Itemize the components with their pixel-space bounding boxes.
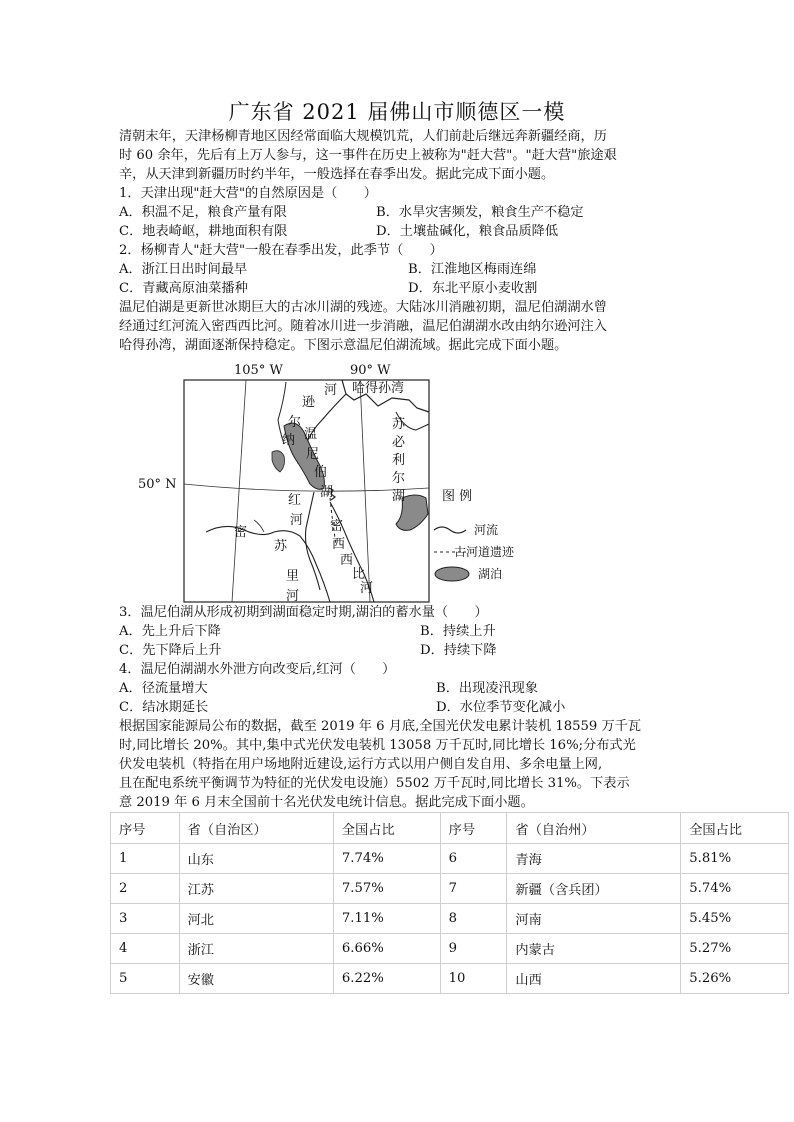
- option-b: B．江淮地区梅雨连绵: [408, 262, 537, 277]
- passage-line: 辛，从天津到新疆历时约半年，一般选择在春季出发。据此完成下面小题。: [119, 167, 555, 182]
- header-share: 全国占比: [333, 813, 440, 844]
- cell: 新疆（含兵团）: [507, 874, 681, 904]
- label-missouri-1: 密: [234, 525, 248, 540]
- label-missouri-4: 河: [286, 589, 300, 604]
- label-mississippi-5: 河: [360, 581, 374, 596]
- cell: 5.45%: [681, 904, 789, 934]
- cell: 浙江: [179, 934, 333, 964]
- page-title: 广东省 2021 届佛山市顺德区一模: [228, 100, 566, 124]
- table-row: [111, 904, 789, 934]
- label-superior-3: 利: [392, 453, 406, 468]
- cell: 8: [440, 904, 507, 934]
- cell: 江苏: [179, 874, 333, 904]
- header-province-2: 省（自治州）: [507, 813, 681, 844]
- option-d: D．土壤盐碱化，粮食品质降低: [376, 224, 559, 239]
- header-share-2: 全国占比: [681, 813, 789, 844]
- passage-line: 根据国家能源局公布的数据，截至 2019 年 6 月底,全国光伏发电累计装机 18559 万千瓦: [119, 719, 642, 734]
- passage-line: 意 2019 年 6 月末全国前十名光伏发电统计信息。据此完成下面小题。: [119, 795, 534, 810]
- label-nelson-1: 逊: [302, 395, 316, 410]
- legend-river-symbol: [434, 527, 466, 533]
- option-a: A．先上升后下降: [119, 624, 221, 639]
- label-mississippi-3: 西: [340, 553, 354, 568]
- label-missouri-2: 苏: [274, 539, 288, 554]
- option-c: C．青藏高原油菜播种: [119, 281, 248, 296]
- table-row: [111, 964, 789, 994]
- cell: 10: [440, 964, 507, 994]
- option-b: B．水旱灾害频发，粮食生产不稳定: [376, 205, 584, 220]
- option-a: A．积温不足，粮食产量有限: [119, 205, 287, 220]
- cell: 6.22%: [333, 964, 440, 994]
- header-index: 序号: [111, 813, 180, 844]
- cell: 5.74%: [681, 874, 789, 904]
- table-row: [111, 874, 789, 904]
- winnipeg-basin-map: [134, 360, 514, 605]
- cell: 山东: [179, 844, 333, 874]
- option-b: B．出现凌汛现象: [436, 681, 539, 696]
- latitude-label-50n: 50° N: [138, 477, 177, 492]
- option-b: B．持续上升: [420, 624, 496, 639]
- cell: 7.57%: [333, 874, 440, 904]
- label-mississippi-1: 密: [330, 519, 344, 534]
- label-nelson-2: 尔: [288, 415, 302, 430]
- longitude-label-90w: 90° W: [350, 363, 391, 378]
- label-he: 河: [324, 383, 338, 398]
- cell: 7.74%: [333, 844, 440, 874]
- label-red-2: 河: [290, 513, 304, 528]
- option-c: C．地表崎岖，耕地面积有限: [119, 224, 288, 239]
- longitude-label-105w: 105° W: [234, 363, 283, 378]
- cell: 5.26%: [681, 964, 789, 994]
- cell: 河北: [179, 904, 333, 934]
- cell: 5.81%: [681, 844, 789, 874]
- label-missouri-3: 里: [286, 569, 300, 584]
- legend-title: 图 例: [442, 489, 473, 504]
- label-mississippi-2: 西: [332, 537, 346, 552]
- cell: 2: [111, 874, 180, 904]
- label-winnipeg-2: 尼: [306, 447, 320, 462]
- option-d: D．水位季节变化减小: [436, 700, 566, 715]
- legend-lake-symbol: [435, 567, 469, 581]
- header-province: 省（自治区）: [179, 813, 333, 844]
- cell: 7.11%: [333, 904, 440, 934]
- label-mississippi-4: 比: [352, 567, 366, 582]
- cell: 5.27%: [681, 934, 789, 964]
- table-row: [111, 844, 789, 874]
- passage-line: 经通过红河流入密西西比河。随着冰川进一步消融，温尼伯湖湖水改由纳尔逊河注入: [119, 319, 607, 334]
- cell: 7: [440, 874, 507, 904]
- passage-line: 且在配电系统平衡调节为特征的光伏发电设施）5502 万千瓦时,同比增长 31%。下表示: [119, 776, 630, 791]
- option-d: D．持续下降: [420, 643, 497, 658]
- label-winnipeg-3: 伯: [314, 465, 328, 480]
- cell: 青海: [507, 844, 681, 874]
- cell: 6.66%: [333, 934, 440, 964]
- passage-line: 时,同比增长 20%。其中,集中式光伏发电装机 13058 万千瓦时,同比增长 16%;分布式光: [119, 738, 636, 753]
- option-d: D．东北平原小麦收割: [408, 281, 538, 296]
- question-stem: 2．杨柳青人"赶大营"一般在春季出发，此季节（ ）: [119, 243, 443, 258]
- cell: 3: [111, 904, 180, 934]
- cell: 4: [111, 934, 180, 964]
- label-winnipeg-1: 温: [304, 427, 318, 442]
- cell: 内蒙古: [507, 934, 681, 964]
- header-index-2: 序号: [440, 813, 507, 844]
- option-c: C．先下降后上升: [119, 643, 222, 658]
- label-red-1: 红: [288, 493, 302, 508]
- passage-line: 伏发电装机（特指在用户场地附近建设,运行方式以用户侧自发自用、多余电量上网,: [119, 757, 603, 772]
- label-superior-2: 必: [392, 435, 406, 450]
- cell: 河南: [507, 904, 681, 934]
- passage-line: 哈得孙湾，湖面逐渐保持稳定。下图示意温尼伯湖流域。据此完成下面小题。: [119, 338, 568, 353]
- legend-ancient-label: 古河道遗迹: [454, 545, 514, 559]
- question-stem: 3．温尼伯湖从形成初期到湖面稳定时期,湖泊的蓄水量（ ）: [119, 605, 488, 620]
- cell: 山西: [507, 964, 681, 994]
- table-header-row: [111, 813, 789, 844]
- cell: 5: [111, 964, 180, 994]
- label-winnipeg-4: 湖: [320, 485, 334, 500]
- option-a: A．浙江日出时间最早: [119, 262, 248, 277]
- pv-ranking-table: [110, 812, 789, 994]
- legend-river-label: 河流: [474, 523, 499, 537]
- option-c: C．结冰期延长: [119, 700, 209, 715]
- cell: 安徽: [179, 964, 333, 994]
- passage-line: 温尼伯湖是更新世冰期巨大的古冰川湖的残迹。大陆冰川消融初期，温尼伯湖湖水曾: [119, 300, 607, 315]
- question-stem: 1．天津出现"赶大营"的自然原因是（ ）: [119, 186, 377, 201]
- cell: 1: [111, 844, 180, 874]
- label-superior-4: 尔: [392, 471, 406, 486]
- label-hudson-bay: 哈得孙湾: [352, 381, 405, 396]
- label-superior-1: 苏: [392, 417, 406, 432]
- option-a: A．径流量增大: [119, 681, 208, 696]
- passage-line: 清朝末年，天津杨柳青地区因经常面临大规模饥荒，人们前赴后继远奔新疆经商，历: [119, 129, 607, 144]
- cell: 9: [440, 934, 507, 964]
- label-superior-5: 湖: [392, 489, 406, 504]
- label-nelson-3: 纳: [282, 433, 296, 448]
- table-row: [111, 934, 789, 964]
- question-stem: 4．温尼伯湖湖水外泄方向改变后,红河（ ）: [119, 662, 396, 677]
- passage-line: 时 60 余年，先后有上万人参与，这一事件在历史上被称为"赶大营"。"赶大营"旅途艰: [119, 148, 617, 163]
- cell: 6: [440, 844, 507, 874]
- legend-lake-label: 湖泊: [478, 567, 503, 581]
